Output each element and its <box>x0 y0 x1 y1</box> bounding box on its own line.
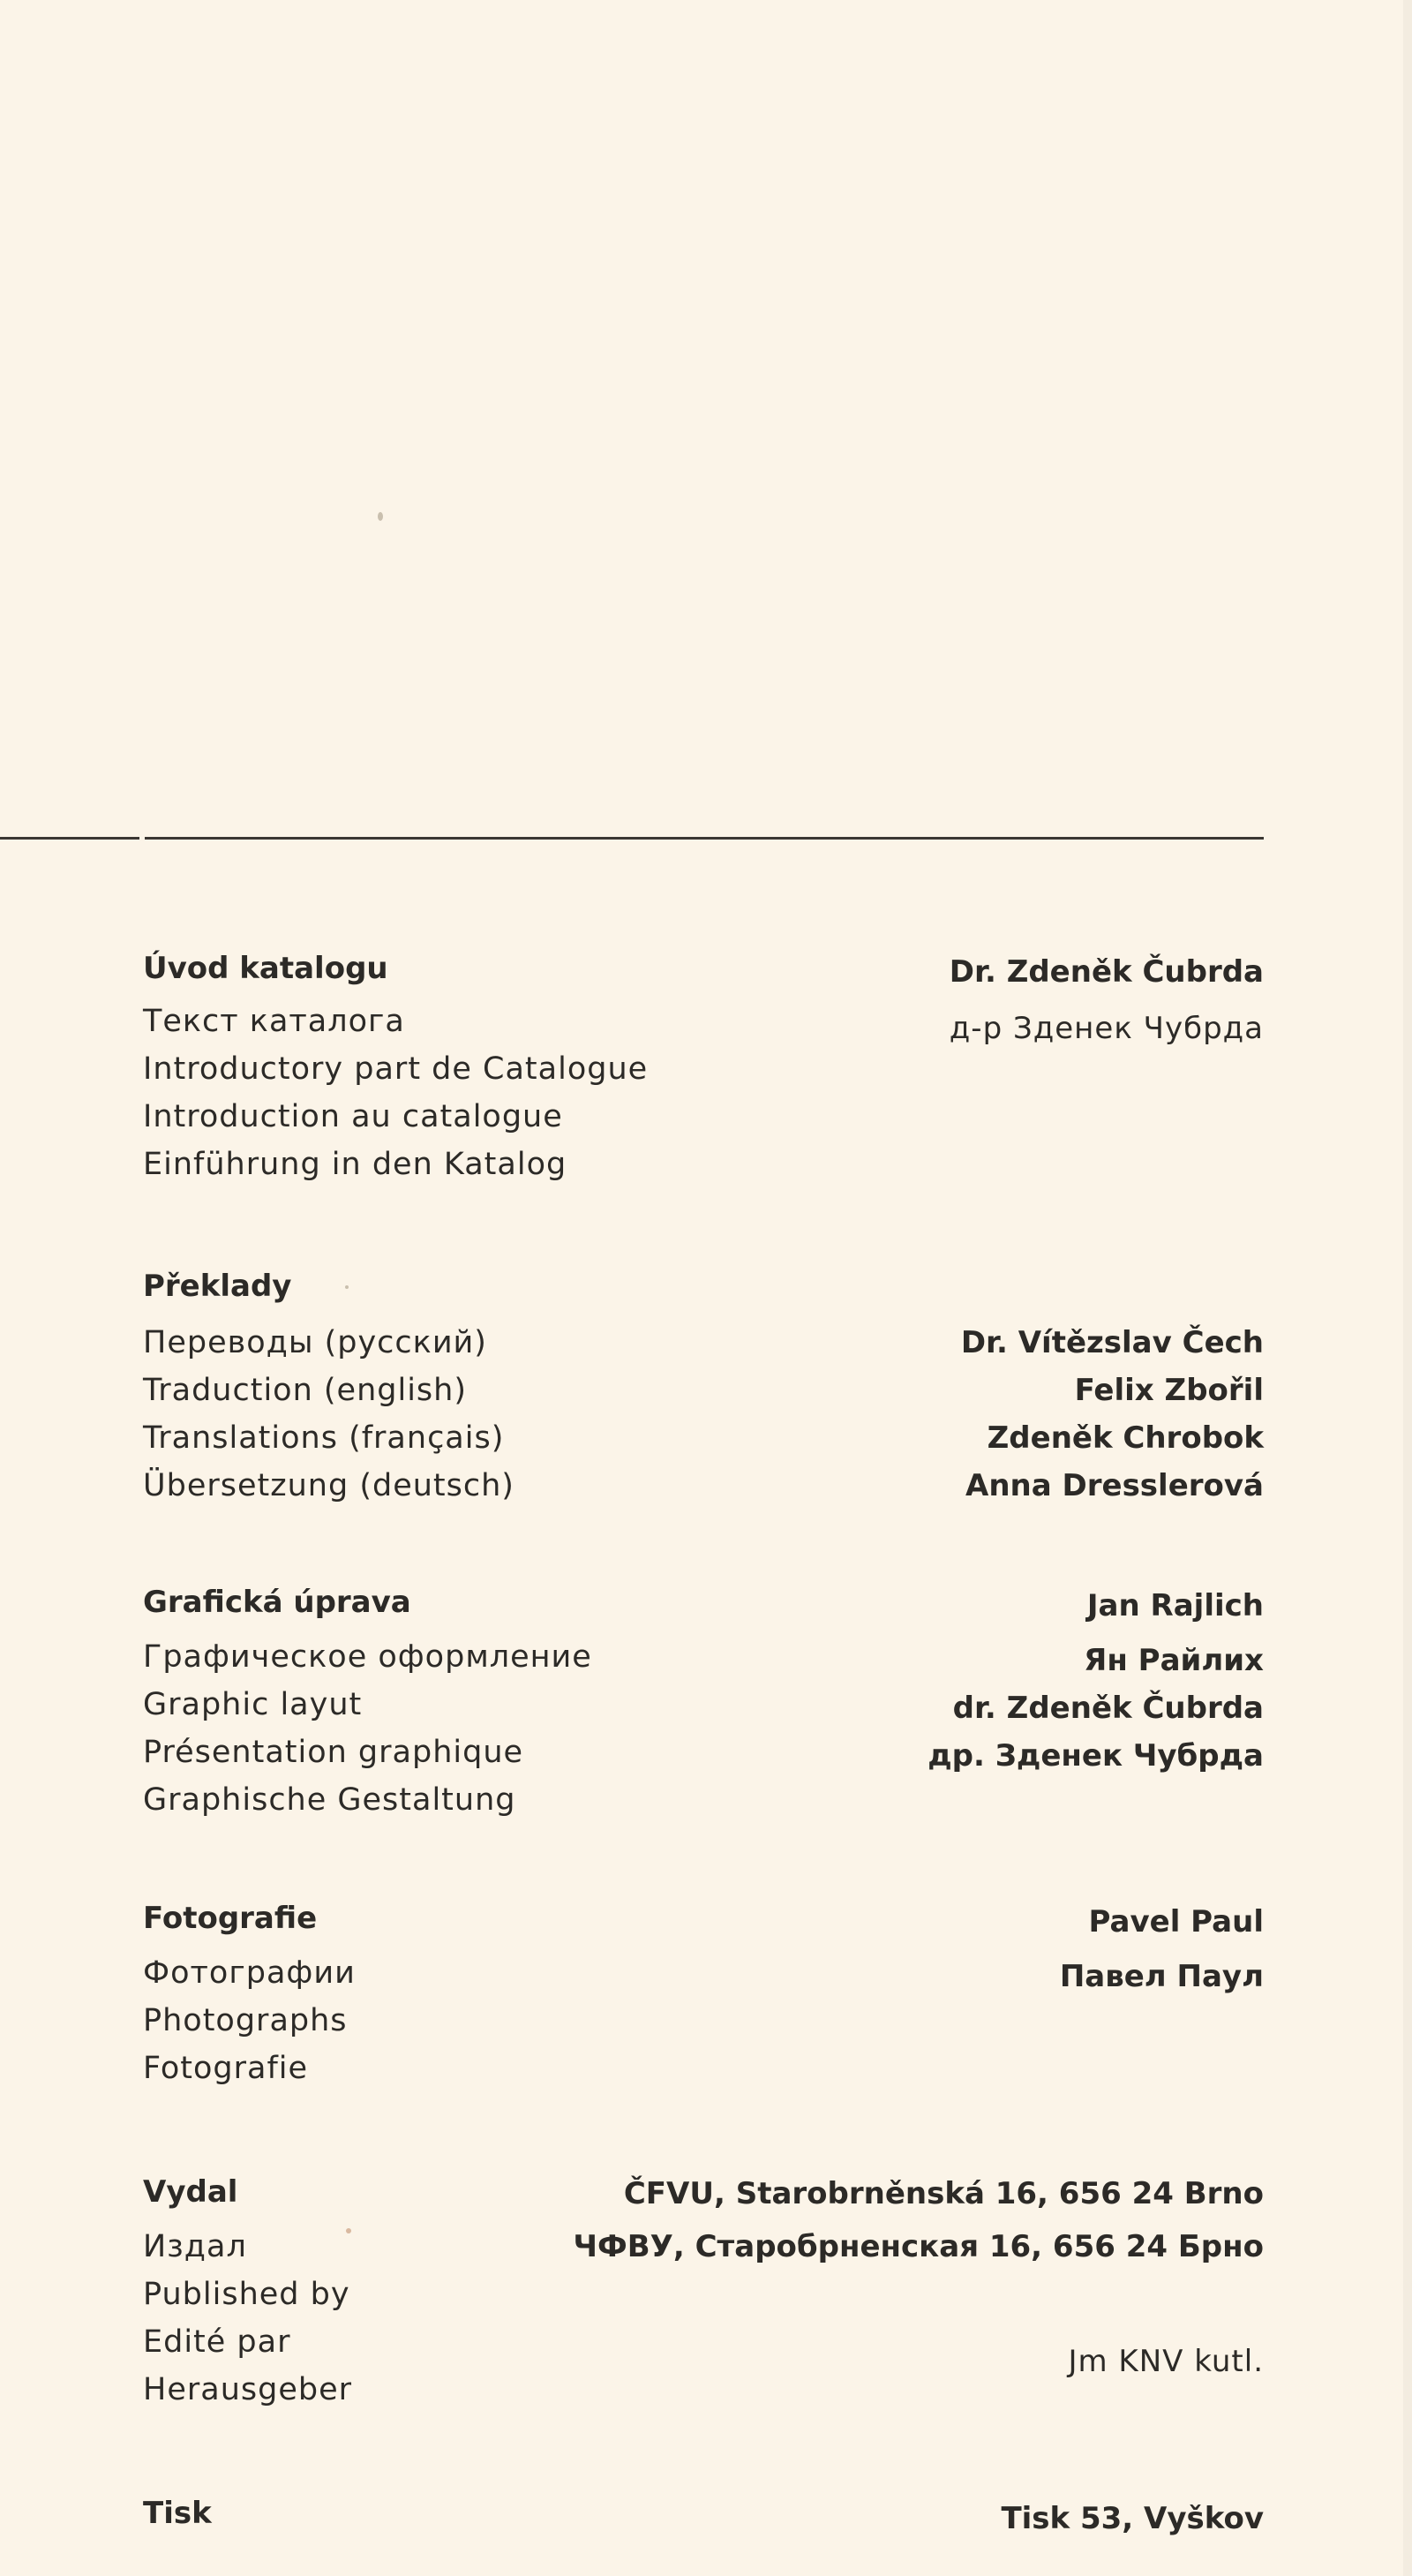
photos-labels <box>143 1894 356 2092</box>
intro-names <box>950 945 1264 1052</box>
translations-line-ru: Переводы (русский) <box>143 1325 487 1360</box>
photos-line-en: Photographs <box>143 2003 348 2038</box>
divider-gap <box>139 835 145 841</box>
publisher-heading: Vydal <box>143 2174 238 2210</box>
paper-edge <box>1403 0 1412 2576</box>
publisher-line-en: Published by <box>143 2277 350 2312</box>
intro-author-ru: д-р Зденек Чубрда <box>949 1011 1264 1046</box>
printer: Tisk 53, Vyškov <box>1001 2501 1264 2536</box>
publisher-line-ru: Издал <box>143 2229 247 2264</box>
intro-author: Dr. Zdeněk Čubrda <box>949 954 1264 990</box>
graphics-line-en: Graphic layut <box>143 1687 363 1722</box>
horizontal-divider <box>0 837 1264 840</box>
translations-labels <box>143 1262 514 1510</box>
translator-de: Anna Dresslerová <box>965 1468 1264 1503</box>
co-designer-ru: др. Зденек Чубрда <box>928 1738 1264 1774</box>
graphics-heading: Grafická úprava <box>143 1585 411 1620</box>
photographer: Pavel Paul <box>1088 1904 1264 1940</box>
translator-en: Felix Zbořil <box>1074 1373 1264 1408</box>
graphics-names <box>928 1582 1264 1780</box>
publisher-line-de: Herausgeber <box>143 2372 352 2407</box>
translator-ru: Dr. Vítězslav Čech <box>960 1325 1264 1360</box>
translations-names <box>961 1319 1264 1510</box>
photos-line-ru: Фотографии <box>143 1955 356 1991</box>
photos-names <box>1060 1898 1264 2000</box>
intro-line-en: Introductory part de Catalogue <box>143 1051 649 1087</box>
intro-line-fr: Introduction au catalogue <box>143 1099 563 1134</box>
designer-ru: Ян Райлих <box>1084 1643 1264 1678</box>
intro-heading: Úvod katalogu <box>143 951 388 986</box>
co-designer: dr. Zdeněk Čubrda <box>952 1691 1264 1726</box>
photos-line-de: Fotografie <box>143 2051 309 2086</box>
print-names <box>1001 2495 1264 2542</box>
graphics-line-fr: Présentation graphique <box>143 1735 524 1770</box>
publisher-labels <box>143 2168 352 2414</box>
print-labels <box>143 2489 212 2537</box>
publisher-names <box>574 2170 1264 2385</box>
publisher-note: Jm KNV kutl. <box>1068 2344 1264 2379</box>
translations-line-en: Traduction (english) <box>143 1373 467 1408</box>
intro-labels <box>143 945 648 1188</box>
photos-heading: Fotografie <box>143 1901 318 1936</box>
publisher-line-fr: Edité par <box>143 2324 291 2360</box>
intro-line-ru: Текст каталога <box>143 1004 405 1039</box>
paper-speck <box>378 512 383 521</box>
translations-line-fr: Translations (français) <box>143 1420 505 1456</box>
translations-heading: Překlady <box>143 1269 292 1304</box>
photographer-ru: Павел Паул <box>1059 1959 1264 1994</box>
designer: Jan Rajlich <box>1086 1588 1264 1623</box>
print-heading: Tisk <box>143 2496 212 2531</box>
graphics-labels <box>143 1578 592 1824</box>
intro-line-de: Einführung in den Katalog <box>143 1147 567 1182</box>
translations-line-de: Übersetzung (deutsch) <box>143 1468 514 1503</box>
translator-fr: Zdeněk Chrobok <box>987 1420 1264 1456</box>
publisher-address: ČFVU, Starobrněnská 16, 656 24 Brno <box>623 2176 1264 2211</box>
graphics-line-de: Graphische Gestaltung <box>143 1782 516 1818</box>
graphics-line-ru: Графическое оформление <box>143 1639 592 1675</box>
publisher-address-ru: ЧФВУ, Старобрненская 16, 656 24 Брно <box>573 2229 1264 2264</box>
